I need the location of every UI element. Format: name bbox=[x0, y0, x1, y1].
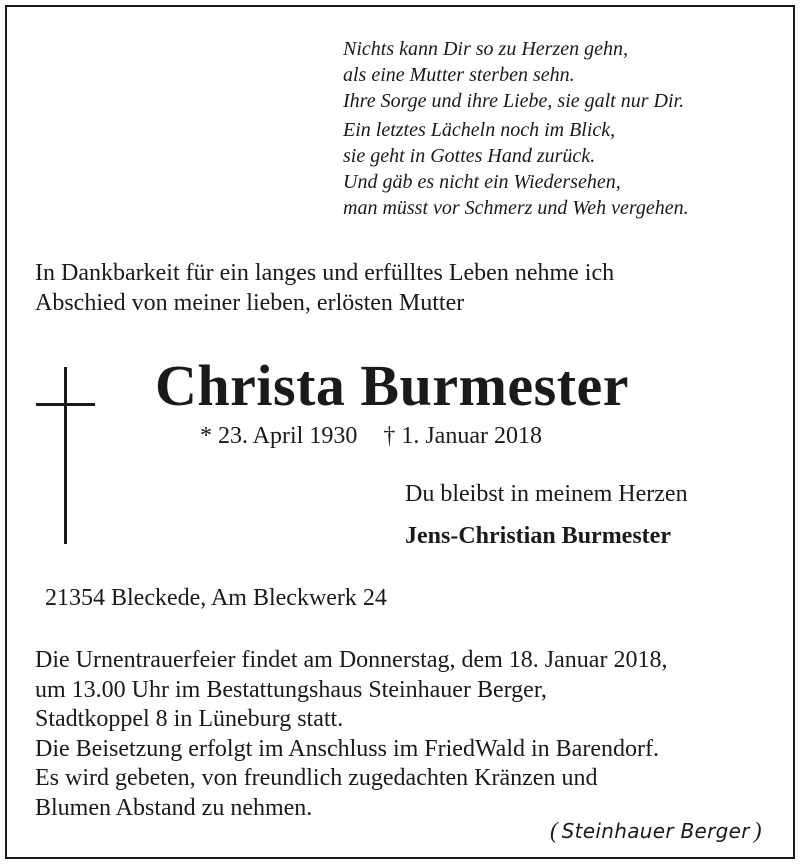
poem-line: als eine Mutter sterben sehn. bbox=[343, 64, 575, 86]
details-line: Die Beisetzung erfolgt im Anschluss im FriedWald in Barendorf. bbox=[35, 735, 659, 762]
death-date: † 1. Januar 2018 bbox=[383, 423, 542, 449]
poem-line: Ihre Sorge und ihre Liebe, sie galt nur Dir. bbox=[343, 90, 685, 112]
poem-line: Und gäb es nicht ein Wiedersehen, bbox=[343, 171, 621, 193]
ceremony-details bbox=[35, 646, 775, 823]
details-line: Stadtkoppel 8 in Lüneburg statt. bbox=[35, 706, 344, 732]
cross-horizontal-bar bbox=[36, 403, 95, 406]
cross-vertical-bar bbox=[64, 367, 67, 544]
details-line: Die Urnentrauerfeier findet am Donnerstag, dem 18. Januar 2018, bbox=[35, 647, 668, 673]
intro-text bbox=[35, 258, 765, 318]
funeral-home-signature bbox=[550, 816, 761, 846]
mourner-message: Du bleibst in meinem Herzen bbox=[405, 481, 688, 507]
details-line: Es wird gebeten, von freundlich zugedachten Kränzen und bbox=[35, 765, 598, 791]
poem-line: Nichts kann Dir so zu Herzen gehn, bbox=[343, 38, 628, 60]
signature-open-paren: ( bbox=[550, 818, 558, 843]
mourner-address: 21354 Bleckede, Am Bleckwerk 24 bbox=[45, 585, 387, 611]
mourner-name: Jens-Christian Burmester bbox=[405, 523, 671, 549]
intro-line: Abschied von meiner lieben, erlösten Mutter bbox=[35, 290, 465, 316]
birth-date: * 23. April 1930 bbox=[200, 423, 358, 449]
life-dates bbox=[200, 422, 542, 450]
memorial-poem bbox=[343, 36, 783, 221]
poem-line: Ein letztes Lächeln noch im Blick, bbox=[343, 119, 616, 141]
signature-close-paren: ) bbox=[753, 818, 762, 843]
signature-text: Steinhauer Berger bbox=[561, 819, 750, 843]
intro-line: In Dankbarkeit für ein langes und erfülltes Leben nehme ich bbox=[35, 260, 615, 286]
poem-line: man müsst vor Schmerz und Weh vergehen. bbox=[343, 197, 689, 219]
poem-line: sie geht in Gottes Hand zurück. bbox=[343, 145, 596, 167]
details-line: um 13.00 Uhr im Bestattungshaus Steinhauer Berger, bbox=[35, 676, 547, 703]
deceased-name: Christa Burmester bbox=[155, 353, 630, 418]
details-line: Blumen Abstand zu nehmen. bbox=[35, 794, 313, 821]
